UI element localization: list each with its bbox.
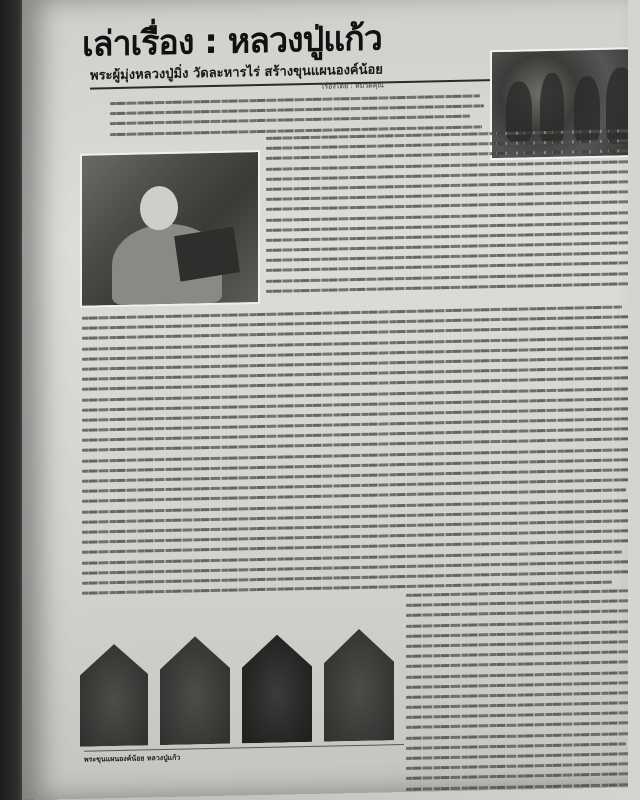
article-subheadline: พระผู้มุ่งหลวงปู่มิ่ง วัดละหารไร่ สร้างขุนแผนองค์น้อย	[90, 56, 510, 90]
article-byline: เรื่องโดย : หมวดคุณ	[322, 81, 384, 91]
main-text-body	[82, 305, 628, 602]
amulet-image	[160, 636, 230, 745]
amulet-photo-row	[80, 610, 400, 747]
newspaper-page	[22, 0, 628, 800]
amulet-caption: พระขุนแผนองค์น้อย หลวงปู่แก้ว	[84, 744, 404, 773]
lower-right-text-column	[406, 589, 628, 798]
upper-right-text-column	[266, 129, 628, 300]
article-headline: เล่าเรื่อง : หลวงปู่แก้ว	[82, 18, 382, 65]
amulet-image	[80, 643, 148, 746]
monk-robe	[174, 227, 240, 282]
amulet-image	[242, 634, 312, 743]
amulet-image	[324, 628, 394, 741]
monk-portrait-photo	[80, 150, 260, 308]
